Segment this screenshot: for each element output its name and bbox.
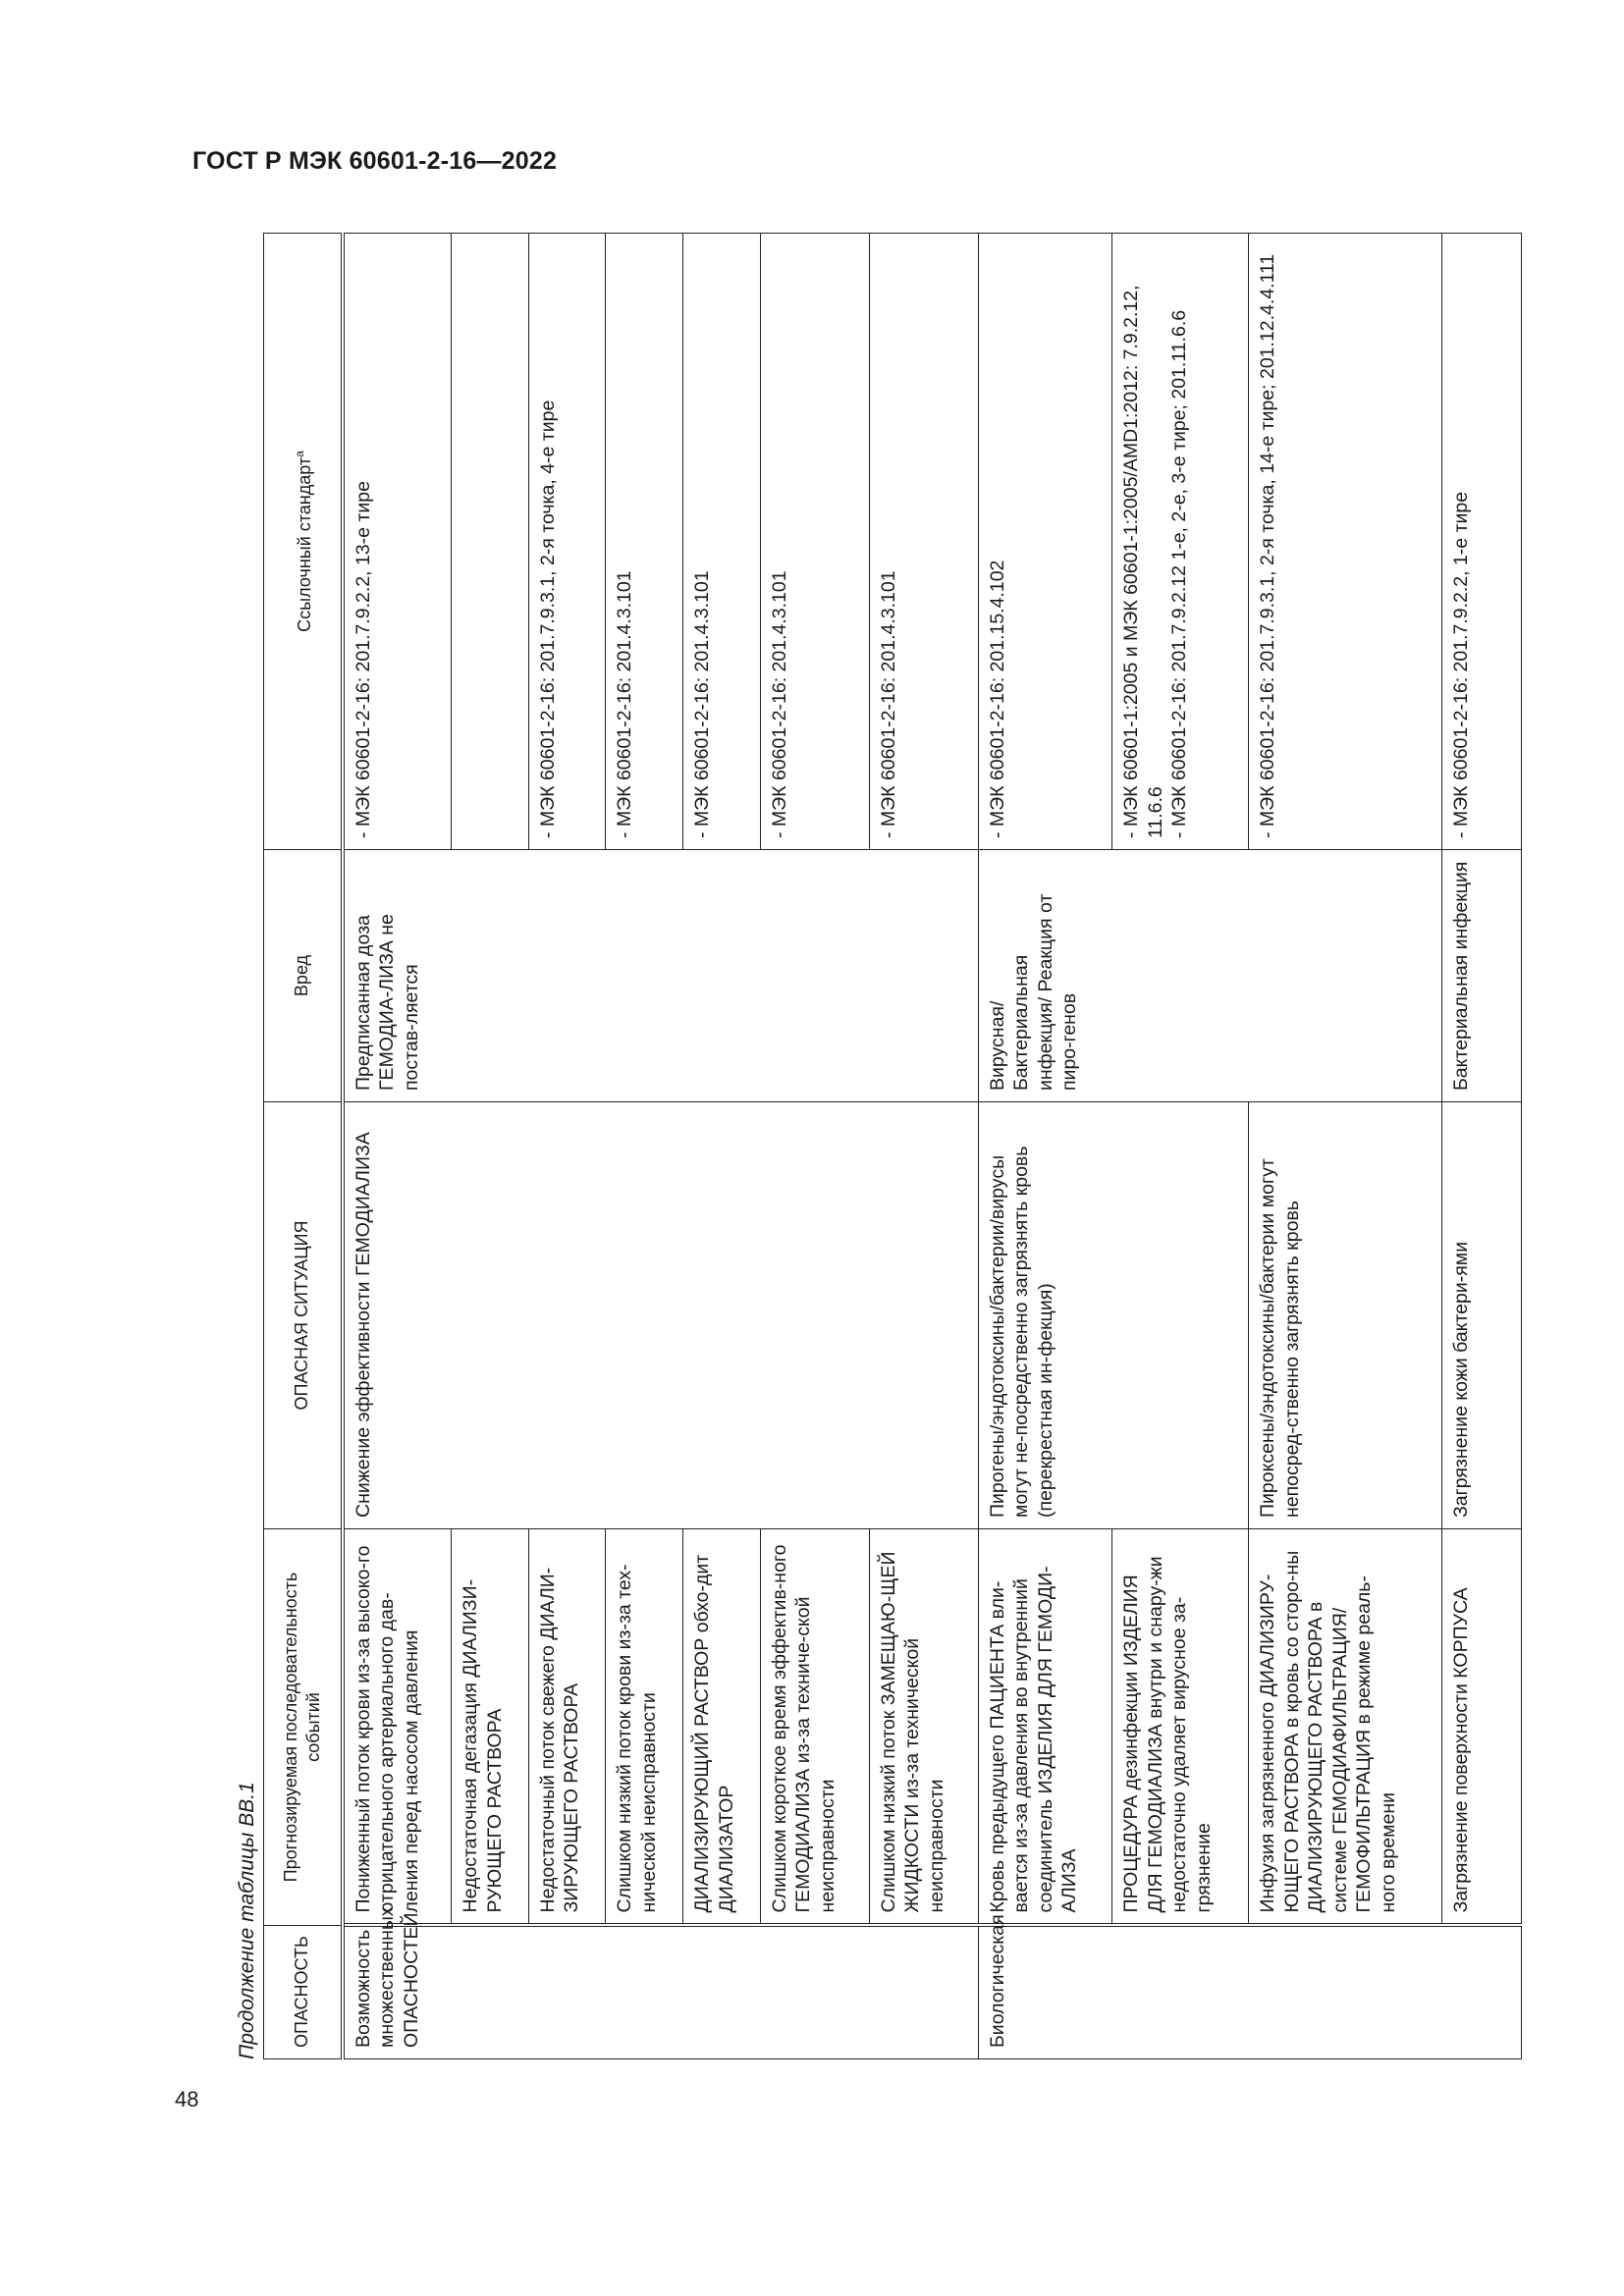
cell-sequence: Загрязнение поверхности КОРПУСА bbox=[1442, 1529, 1522, 1926]
cell-reference bbox=[1112, 234, 1249, 850]
reference-line: - МЭК 60601-1:2005 и МЭК 60601-1:2005/AMD1:2012: 7.9.2.12, 11.6.6 bbox=[1120, 285, 1166, 838]
footnote-marker: a bbox=[292, 451, 306, 457]
reference-line: - МЭК 60601-2-16: 201.7.9.2.12 1-е, 2-е, 3-е тире; 201.11.6.6 bbox=[1168, 309, 1191, 838]
table-row bbox=[1249, 234, 1442, 2059]
cell-reference: - МЭК 60601-2-16: 201.15.4.102 bbox=[978, 234, 1111, 850]
cell-sequence: ПРОЦЕДУРА дезинфекции ИЗДЕЛИЯ ДЛЯ ГЕМОДИАЛИЗА внутри и снару-жи недостаточно удаляет вирусное за-грязнение bbox=[1112, 1529, 1249, 1926]
hazard-table bbox=[263, 233, 1522, 2059]
cell-reference: - МЭК 60601-2-16: 201.4.3.101 bbox=[760, 234, 869, 850]
cell-reference: - МЭК 60601-2-16: 201.7.9.2.2, 13-е тире bbox=[343, 234, 452, 850]
cell-reference: - МЭК 60601-2-16: 201.4.3.101 bbox=[869, 234, 978, 850]
cell-sequence: Кровь предыдущего ПАЦИЕНТА вли-вается из-за давления во внутренний соединитель ИЗДЕЛИЯ ДЛЯ ГЕМОДИ-АЛИЗА bbox=[978, 1529, 1111, 1926]
table-row bbox=[978, 234, 1111, 2059]
cell-harm: Предписанная доза ГЕМОДИА-ЛИЗА не постав-ляется bbox=[343, 850, 979, 1102]
col-header-sequence: Прогнозируемая последовательность событий bbox=[264, 1529, 343, 1926]
cell-harm: Бактериальная инфекция bbox=[1442, 850, 1522, 1102]
cell-sequence: Инфузия загрязненного ДИАЛИЗИРУ-ЮЩЕГО РАСТВОРА в кровь со сторо-ны ДИАЛИЗИРУЮЩЕГО РАСТВОРА в системе ГЕМОДИАФИЛЬТРАЦИЯ/ ГЕМОФИЛЬТРАЦИЯ в режиме реаль-ного времени bbox=[1249, 1529, 1442, 1926]
col-header-reference-label: Ссылочный стандарт bbox=[294, 456, 314, 632]
cell-sequence: Слишком короткое время эффектив-ного ГЕМОДИАЛИЗА из-за техниче-ской неисправности bbox=[760, 1529, 869, 1926]
table-header-row bbox=[264, 234, 343, 2059]
document-title: ГОСТ Р МЭК 60601-2-16—2022 bbox=[192, 147, 558, 175]
table-row bbox=[1442, 234, 1522, 2059]
col-header-hazard: ОПАСНОСТЬ bbox=[264, 1926, 343, 2059]
cell-reference: - МЭК 60601-2-16: 201.4.3.101 bbox=[683, 234, 761, 850]
cell-sequence: Слишком низкий поток крови из-за тех-нической неисправности bbox=[606, 1529, 683, 1926]
cell-reference: - МЭК 60601-2-16: 201.7.9.2.2, 1-е тире bbox=[1442, 234, 1522, 850]
cell-sequence: ДИАЛИЗИРУЮЩИЙ РАСТВОР обхо-дит ДИАЛИЗАТОР bbox=[683, 1529, 761, 1926]
cell-sequence: Пониженный поток крови из-за высоко-го отрицательного артериального дав-ления перед насосом давления bbox=[343, 1529, 452, 1926]
cell-situation: Пироксены/эндотоксины/бактерии могут непосред-ственно загрязнять кровь bbox=[1249, 1102, 1442, 1529]
col-header-reference bbox=[264, 234, 343, 850]
cell-sequence: Недостаточная дегазация ДИАЛИЗИ-РУЮЩЕГО РАСТВОРА bbox=[452, 1529, 529, 1926]
table-caption: Продолжение таблицы ВВ.1 bbox=[236, 1782, 258, 2059]
cell-sequence: Недостаточный поток свежего ДИАЛИ-ЗИРУЮЩЕГО РАСТВОРА bbox=[528, 1529, 606, 1926]
rotated-table-page bbox=[228, 234, 1494, 2059]
cell-situation: Пирогены/эндотоксины/бактерии/вирусы могут не-посредственно загрязнять кровь (перекрестная ин-фекция) bbox=[978, 1102, 1249, 1529]
page-number: 48 bbox=[175, 2087, 199, 2111]
col-header-harm: Вред bbox=[264, 850, 343, 1102]
cell-hazard-multiple: Возможность множественных ОПАСНОСТЕЙ bbox=[343, 1926, 979, 2059]
table-row bbox=[343, 234, 452, 2059]
cell-reference: - МЭК 60601-2-16: 201.7.9.3.1, 2-я точка, 4-е тире bbox=[528, 234, 606, 850]
cell-hazard-biological: Биологическая bbox=[978, 1926, 1521, 2059]
cell-harm: Вирусная/ Бактериальная инфекция/ Реакция от пиро-генов bbox=[978, 850, 1441, 1102]
cell-sequence: Слишком низкий поток ЗАМЕЩАЮ-ЩЕЙ ЖИДКОСТИ из-за технической неисправности bbox=[869, 1529, 978, 1926]
cell-situation: Загрязнение кожи бактери-ями bbox=[1442, 1102, 1522, 1529]
cell-reference: - МЭК 60601-2-16: 201.4.3.101 bbox=[606, 234, 683, 850]
col-header-situation: ОПАСНАЯ СИТУАЦИЯ bbox=[264, 1102, 343, 1529]
cell-situation: Снижение эффективности ГЕМОДИАЛИЗА bbox=[343, 1102, 979, 1529]
cell-reference: - МЭК 60601-2-16: 201.7.9.3.1, 2-я точка, 14-е тире; 201.12.4.4.111 bbox=[1249, 234, 1442, 850]
cell-reference-empty bbox=[452, 234, 529, 850]
